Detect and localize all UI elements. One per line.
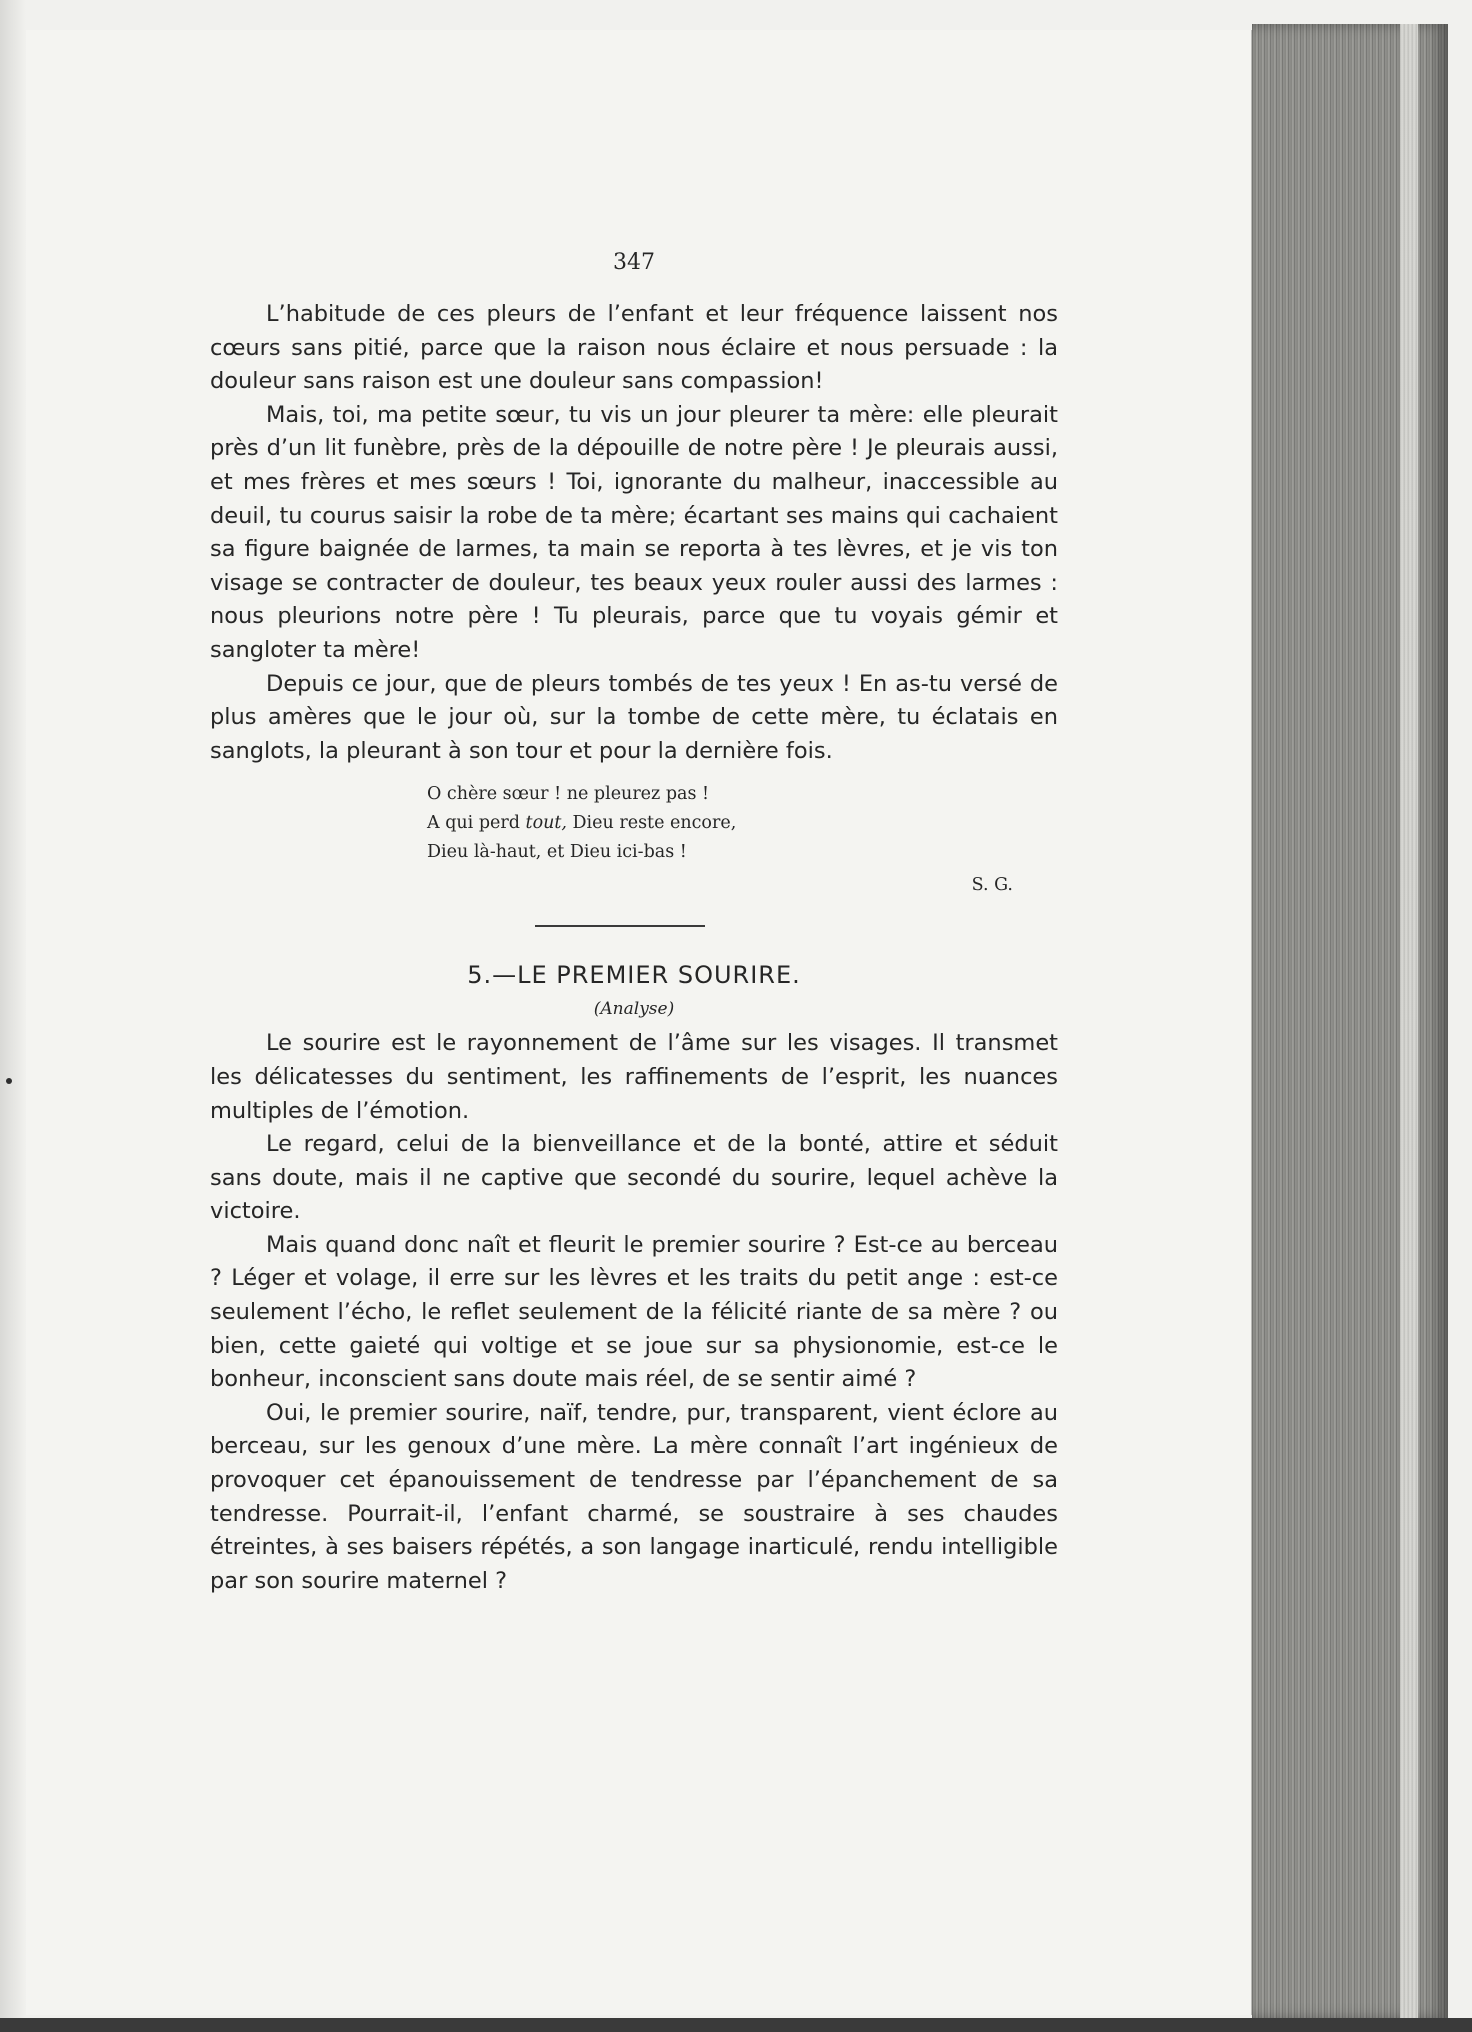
poem-text: Dieu reste encore, bbox=[566, 813, 737, 834]
section-divider bbox=[535, 925, 705, 927]
section-subtitle: (Analyse) bbox=[593, 999, 675, 1020]
paragraph: Mais quand donc naît et fleurit le premier sourire ? Est-ce au berceau ? Léger et volage, il erre sur les lèvres et les traits du petit ange : est-ce seulement l’écho, le reflet seulement de la félicité riante de sa mère ? ou bien, cette gaieté qui voltige et se joue sur sa physionomie, est-ce le bonheur, inconscient sans doute mais réel, de se sentir aimé ? bbox=[210, 1231, 1058, 1393]
page-edges bbox=[1252, 24, 1448, 2019]
poem-emphasis: tout, bbox=[525, 813, 567, 834]
page-text bbox=[210, 250, 1058, 1598]
scan-border-bottom bbox=[0, 2018, 1472, 2032]
page-edges-highlight bbox=[1400, 24, 1418, 2019]
poem-line: Dieu là-haut, et Dieu ici-bas ! bbox=[427, 842, 687, 863]
poem-line bbox=[427, 809, 1058, 838]
paragraph: Mais, toi, ma petite sœur, tu vis un jour pleurer ta mère: elle pleurait près d’un lit funèbre, près de la dépouille de notre père ! Je pleurais aussi, et mes frères et mes sœurs ! Toi, ignorante du malheur, inaccessible au deuil, tu courus saisir la robe de ta mère; écartant ses mains qui cachaient sa figure baignée de larmes, ta main se reporta à tes lèvres, et je vis ton visage se contracter de douleur, tes beaux yeux rouler aussi des larmes : nous pleurions notre père ! Tu pleurais, parce que tu voyais gémir et sangloter ta mère! bbox=[210, 401, 1058, 663]
paragraph: Le sourire est le rayonnement de l’âme sur les visages. Il transmet les délicatesses du sentiment, les raffinements de l’esprit, les nuances multiples de l’émotion. bbox=[210, 1030, 1058, 1124]
paragraph: L’habitude de ces pleurs de l’enfant et leur fréquence laissent nos cœurs sans pitié, parce que la raison nous éclaire et nous persuade : la douleur sans raison est une douleur sans compassion! bbox=[210, 301, 1058, 395]
scan-speck bbox=[6, 1078, 12, 1084]
paragraph: Le regard, celui de la bienveillance et de la bonté, attire et séduit sans doute, mais il ne captive que secondé du sourire, lequel achève la victoire. bbox=[210, 1131, 1058, 1225]
paragraph: Depuis ce jour, que de pleurs tombés de tes yeux ! En as-tu versé de plus amères que le jour où, sur la tombe de cette mère, tu éclatais en sanglots, la pleurant à son tour et pour la dernière fois. bbox=[210, 670, 1058, 764]
page-number: 347 bbox=[613, 250, 655, 275]
section-title: 5.—LE PREMIER SOURIRE. bbox=[467, 961, 801, 990]
poem-quote bbox=[427, 780, 1058, 867]
paragraph: Oui, le premier sourire, naïf, tendre, pur, transparent, vient éclore au berceau, sur les genoux d’une mère. La mère connaît l’art ingénieux de provoquer cet épanouissement de tendresse par l’épanchement de sa tendresse. Pourrait-il, l’enfant charmé, se soustraire à ses chaudes étreintes, à ses baisers répétés, a son langage inarticulé, rendu intelligible par son sourire maternel ? bbox=[210, 1399, 1058, 1594]
poem-line: O chère sœur ! ne pleurez pas ! bbox=[427, 784, 710, 805]
author-signature: S. G. bbox=[971, 875, 1013, 896]
scan-margin-right bbox=[1448, 0, 1472, 2032]
poem-text: A qui perd bbox=[427, 813, 526, 834]
